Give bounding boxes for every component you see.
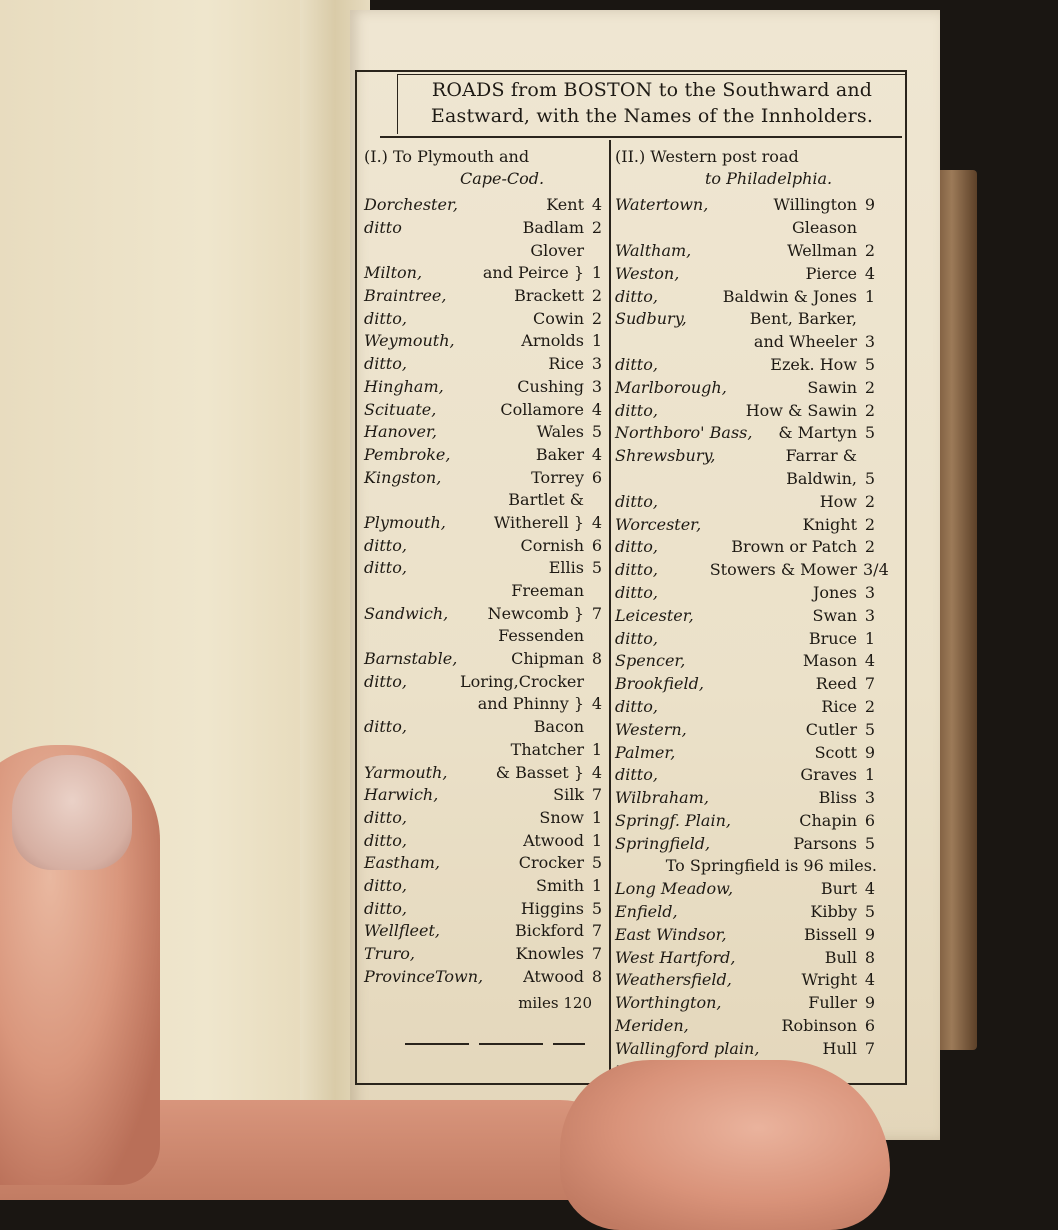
table-row: [364, 875, 604, 898]
mile-count: 1: [864, 628, 876, 648]
table-row: [615, 604, 877, 627]
mile-count: 2: [591, 286, 603, 306]
mile-count: 2: [864, 491, 876, 511]
table-row: [364, 829, 604, 852]
mile-count: 4: [591, 762, 603, 782]
town-name: West Hartford,: [615, 947, 736, 967]
mile-count: 2: [591, 308, 603, 328]
table-row: [364, 716, 604, 739]
town-name: Hanover,: [364, 422, 437, 442]
table-row: [364, 739, 604, 762]
innholder-name: Arnolds: [521, 331, 584, 351]
town-name: ditto,: [364, 308, 407, 328]
table-row: [364, 307, 604, 330]
innholder-name: Witherell }: [493, 512, 584, 532]
innholder-name: Bruce: [808, 628, 857, 648]
town-name: Leicester,: [615, 605, 694, 625]
table-row: [615, 969, 877, 992]
town-name: ditto,: [615, 628, 658, 648]
town-name: ditto: [364, 218, 402, 238]
mile-count: 9: [864, 993, 876, 1013]
mile-count: 5: [591, 898, 603, 918]
mile-count: 3: [864, 788, 876, 808]
page-edge: [935, 170, 977, 1050]
mile-count: 2: [864, 696, 876, 716]
column-header: [615, 146, 877, 190]
mile-count: 3: [864, 332, 876, 352]
bottom-rule: [405, 1043, 585, 1045]
town-name: Wellfleet,: [364, 921, 440, 941]
town-name: ditto,: [364, 898, 407, 918]
innholder-name: How: [819, 491, 857, 511]
finger: [560, 1060, 890, 1230]
innholder-name: Glover: [530, 240, 584, 260]
table-row: [615, 696, 877, 719]
table-row: [615, 445, 877, 468]
innholder-name: Hull: [822, 1038, 857, 1058]
town-name: Worcester,: [615, 514, 702, 534]
table-row: [364, 784, 604, 807]
table-row: [364, 534, 604, 557]
mile-count: 5: [864, 423, 876, 443]
town-name: ditto,: [364, 875, 407, 895]
mile-count: 3: [864, 605, 876, 625]
mile-count: 2: [864, 514, 876, 534]
table-row: [364, 670, 604, 693]
mile-count: 5: [864, 354, 876, 374]
table-row: [615, 787, 877, 810]
table-row: [364, 217, 604, 240]
mile-count: 6: [591, 535, 603, 555]
town-name: Barnstable,: [364, 649, 458, 669]
mile-count: 7: [864, 1038, 876, 1058]
mile-count: 1: [864, 286, 876, 306]
innholder-name: Fuller: [808, 993, 857, 1013]
town-name: ditto,: [364, 671, 407, 691]
table-row: [615, 1037, 877, 1060]
town-name: Springf. Plain,: [615, 810, 731, 830]
town-name: Harwich,: [364, 785, 439, 805]
innholder-name: Reed: [815, 674, 857, 694]
town-name: Hingham,: [364, 376, 444, 396]
town-name: Waltham,: [615, 240, 692, 260]
table-row: [364, 444, 604, 467]
mile-count: 8: [591, 649, 603, 669]
innholder-name: Torrey: [531, 467, 584, 487]
innholder-name: Scott: [814, 742, 857, 762]
mile-count: 3: [864, 582, 876, 602]
innholder-name: & Martyn: [778, 423, 857, 443]
town-name: Kingston,: [364, 467, 442, 487]
innholder-name: Brackett: [514, 286, 584, 306]
mile-count: 9: [864, 742, 876, 762]
table-row: [364, 625, 604, 648]
table-row: [364, 376, 604, 399]
town-name: Truro,: [364, 944, 415, 964]
route-list: [615, 194, 889, 855]
column-header-line-1: (II.) Western post road: [615, 147, 799, 166]
innholder-name: Robinson: [781, 1016, 857, 1036]
town-name: ditto,: [615, 286, 658, 306]
table-row: [364, 897, 604, 920]
innholder-name: Atwood: [523, 966, 584, 986]
mile-count: 5: [591, 558, 603, 578]
mile-count: 1: [591, 263, 603, 283]
mile-count: 5: [864, 719, 876, 739]
table-row: [615, 559, 889, 582]
innholder-name: Baker: [535, 444, 584, 464]
column-header-line-2: to Philadelphia.: [705, 169, 833, 188]
table-row: [615, 217, 877, 240]
innholder-name: Willington: [773, 195, 857, 215]
town-name: ditto,: [615, 560, 658, 580]
town-name: Milton,: [364, 263, 423, 283]
table-row: [615, 992, 877, 1015]
table-row: [615, 399, 877, 422]
mile-count: 1: [591, 875, 603, 895]
western-column: [615, 146, 889, 1083]
innholder-name: Bissell: [804, 924, 857, 944]
innholder-name: Bent, Barker,: [749, 309, 857, 329]
title-line-1: ROADS from BOSTON to the Southward and: [431, 79, 873, 101]
innholder-name: Graves: [800, 765, 857, 785]
town-name: Meriden,: [615, 1016, 689, 1036]
town-name: ditto,: [364, 807, 407, 827]
innholder-name: Ellis: [548, 558, 584, 578]
town-name: ditto,: [615, 537, 658, 557]
town-name: Braintree,: [364, 286, 447, 306]
innholder-name: Mason: [802, 651, 857, 671]
table-row: [615, 832, 877, 855]
mile-count: 6: [591, 467, 603, 487]
innholder-name: Jones: [812, 582, 857, 602]
table-row: [615, 354, 877, 377]
column-header: [364, 146, 604, 190]
mile-count: 4: [864, 879, 876, 899]
innholder-name: and Phinny }: [477, 694, 584, 714]
town-name: Pembroke,: [364, 444, 451, 464]
innholder-name: Snow: [539, 807, 584, 827]
miles-total: miles 120: [518, 994, 592, 1013]
innholder-name: Rice: [548, 354, 584, 374]
route-list: [615, 878, 877, 1083]
town-name: Marlborough,: [615, 377, 727, 397]
table-row: [615, 764, 877, 787]
mile-count: 4: [864, 263, 876, 283]
town-name: ditto,: [364, 535, 407, 555]
mile-count: 4: [591, 694, 603, 714]
table-row: [364, 807, 604, 830]
town-name: Yarmouth,: [364, 762, 448, 782]
table-row: [364, 353, 604, 376]
column-divider: [609, 140, 611, 1080]
town-name: Worthington,: [615, 993, 722, 1013]
innholder-name: Cutler: [805, 719, 857, 739]
mile-count: 4: [864, 970, 876, 990]
mile-count: 1: [591, 739, 603, 759]
innholder-name: Collamore: [500, 399, 584, 419]
table-row: [364, 285, 604, 308]
innholder-name: Smith: [536, 875, 584, 895]
innholder-name: Farrar &: [785, 446, 857, 466]
innholder-name: Bacon: [533, 717, 584, 737]
innholder-name: Gleason: [791, 218, 857, 238]
innholder-name: Rice: [821, 696, 857, 716]
innholder-name: Baldwin & Jones: [722, 286, 857, 306]
innholder-name: Pierce: [805, 263, 857, 283]
mile-count: 4: [591, 195, 603, 215]
innholder-name: Cushing: [517, 376, 584, 396]
mile-count: 5: [591, 422, 603, 442]
table-row: [615, 901, 877, 924]
innholder-name: Freeman: [511, 581, 584, 601]
mile-count: 4: [864, 651, 876, 671]
table-row: [364, 693, 604, 716]
innholder-name: Kent: [546, 195, 584, 215]
town-name: Brookfield,: [615, 674, 704, 694]
innholder-name: & Basset }: [495, 762, 584, 782]
innholder-name: Cornish: [520, 535, 584, 555]
route-list: [364, 194, 604, 988]
table-row: [615, 946, 877, 969]
innholder-name: Fessenden: [498, 626, 584, 646]
innholder-name: Atwood: [523, 830, 584, 850]
town-name: ditto,: [615, 491, 658, 511]
column-header-line-2: Cape-Cod.: [460, 169, 545, 188]
mile-count: 2: [864, 377, 876, 397]
title-line-2: Eastward, with the Names of the Innholders.: [430, 105, 874, 127]
table-row: [364, 330, 604, 353]
mile-count: 1: [864, 765, 876, 785]
innholder-name: Newcomb }: [487, 603, 584, 623]
mile-count: 5: [864, 902, 876, 922]
innholder-name: Wales: [536, 422, 584, 442]
innholder-name: Baldwin,: [786, 468, 857, 488]
innholder-name: Loring,Crocker: [460, 671, 584, 691]
distance-note: To Springfield is 96 miles.: [665, 856, 877, 876]
table-row: [615, 536, 877, 559]
table-row: [615, 673, 877, 696]
town-name: Sandwich,: [364, 603, 449, 623]
town-name: Plymouth,: [364, 512, 446, 532]
table-row: [615, 194, 877, 217]
table-row: [615, 490, 877, 513]
table-row: [364, 489, 604, 512]
page-title: [397, 74, 907, 134]
table-row: [615, 741, 877, 764]
mile-count: 3: [591, 354, 603, 374]
table-row: [364, 398, 604, 421]
table-row: [615, 650, 877, 673]
town-name: ditto,: [615, 696, 658, 716]
innholder-name: Wellman: [787, 240, 857, 260]
town-name: Palmer,: [615, 742, 676, 762]
town-name: Northboro' Bass,: [615, 423, 753, 443]
innholder-name: Stowers & Mower: [709, 560, 857, 580]
innholder-name: Parsons: [793, 833, 857, 853]
town-name: Sudbury,: [615, 309, 687, 329]
innholder-name: Crocker: [518, 853, 584, 873]
table-row: [615, 513, 877, 536]
table-row: [364, 466, 604, 489]
mile-count: 7: [591, 603, 603, 623]
town-name: ditto,: [364, 354, 407, 374]
town-name: ProvinceTown,: [364, 966, 484, 986]
innholder-name: Chapin: [799, 810, 857, 830]
town-name: ditto,: [364, 830, 407, 850]
mile-count: 3/4: [863, 560, 889, 580]
table-row: [364, 262, 604, 285]
town-name: Western,: [615, 719, 687, 739]
mile-count: 1: [591, 331, 603, 351]
innholder-name: Brown or Patch: [731, 537, 857, 557]
mile-count: 6: [864, 1016, 876, 1036]
table-row: [364, 421, 604, 444]
innholder-name: Badlam: [522, 218, 584, 238]
column-header-line-1: (I.) To Plymouth and: [364, 147, 530, 166]
table-row: [364, 761, 604, 784]
table-row: [615, 924, 877, 947]
table-row: [364, 512, 604, 535]
mile-count: 4: [591, 512, 603, 532]
table-row: [364, 943, 604, 966]
town-name: Spencer,: [615, 651, 686, 671]
town-name: Springfield,: [615, 833, 711, 853]
table-row: [615, 308, 877, 331]
table-row: [615, 810, 877, 833]
innholder-name: How & Sawin: [745, 400, 857, 420]
table-row: [364, 852, 604, 875]
town-name: Wilbraham,: [615, 788, 709, 808]
innholder-name: Burt: [820, 879, 857, 899]
table-row: [364, 580, 604, 603]
town-name: Scituate,: [364, 399, 437, 419]
title-rule: [380, 136, 902, 138]
innholder-name: Knowles: [515, 944, 584, 964]
table-row: [364, 920, 604, 943]
innholder-name: Swan: [812, 605, 857, 625]
mile-count: 5: [864, 468, 876, 488]
town-name: Enfield,: [615, 902, 678, 922]
mile-count: 2: [864, 537, 876, 557]
town-name: Eastham,: [364, 853, 440, 873]
mile-count: 1: [591, 807, 603, 827]
mile-count: 2: [864, 400, 876, 420]
table-row: [364, 557, 604, 580]
table-row: [364, 194, 604, 217]
table-row: [615, 1015, 877, 1038]
town-name: ditto,: [364, 717, 407, 737]
town-name: Wallingford plain,: [615, 1038, 760, 1058]
mile-count: 7: [591, 944, 603, 964]
town-name: Watertown,: [615, 195, 709, 215]
innholder-name: Thatcher: [510, 739, 584, 759]
mile-count: 5: [864, 833, 876, 853]
table-row: [615, 376, 877, 399]
innholder-name: Bull: [824, 947, 857, 967]
mile-count: 6: [864, 810, 876, 830]
table-row: [615, 582, 877, 605]
table-row: [615, 331, 877, 354]
innholder-name: and Peirce }: [482, 263, 584, 283]
innholder-name: Bliss: [818, 788, 857, 808]
town-name: ditto,: [364, 558, 407, 578]
plymouth-column: [364, 146, 604, 1012]
town-name: ditto,: [615, 765, 658, 785]
mile-count: 7: [591, 921, 603, 941]
mile-count: 2: [864, 240, 876, 260]
mile-count: 4: [591, 444, 603, 464]
table-row: [364, 648, 604, 671]
town-name: East Windsor,: [615, 924, 727, 944]
town-name: Long Meadow,: [615, 879, 734, 899]
mile-count: 8: [591, 966, 603, 986]
town-name: Weymouth,: [364, 331, 455, 351]
town-name: ditto,: [615, 400, 658, 420]
mile-count: 9: [864, 924, 876, 944]
table-row: [364, 239, 604, 262]
town-name: Weston,: [615, 263, 680, 283]
town-name: Shrewsbury,: [615, 446, 716, 466]
mile-count: 3: [591, 376, 603, 396]
mile-count: 1: [591, 830, 603, 850]
table-row: [615, 627, 877, 650]
innholder-name: and Wheeler: [753, 332, 857, 352]
table-row: [615, 240, 877, 263]
innholder-name: Sawin: [807, 377, 857, 397]
mile-count: 9: [864, 195, 876, 215]
innholder-name: Knight: [802, 514, 857, 534]
mile-count: 7: [591, 785, 603, 805]
thumbnail-nail: [12, 755, 132, 870]
mile-count: 2: [591, 218, 603, 238]
mile-count: 7: [864, 674, 876, 694]
table-row: [615, 468, 877, 491]
innholder-name: Wright: [801, 970, 857, 990]
table-row: [615, 262, 877, 285]
table-row: [615, 285, 877, 308]
innholder-name: Silk: [553, 785, 584, 805]
innholder-name: Higgins: [520, 898, 584, 918]
table-row: [615, 878, 877, 901]
innholder-name: Cowin: [533, 308, 584, 328]
table-row: [615, 422, 877, 445]
mile-count: 8: [864, 947, 876, 967]
mile-count: 5: [591, 853, 603, 873]
innholder-name: Kibby: [810, 902, 857, 922]
town-name: Dorchester,: [364, 195, 458, 215]
table-row: [615, 718, 877, 741]
table-row: [364, 602, 604, 625]
mile-count: 4: [591, 399, 603, 419]
innholder-name: Ezek. How: [770, 354, 857, 374]
town-name: Weathersfield,: [615, 970, 732, 990]
innholder-name: Bartlet &: [508, 490, 584, 510]
table-row: [364, 965, 604, 988]
town-name: ditto,: [615, 582, 658, 602]
innholder-name: Chipman: [511, 649, 584, 669]
innholder-name: Bickford: [515, 921, 584, 941]
town-name: ditto,: [615, 354, 658, 374]
